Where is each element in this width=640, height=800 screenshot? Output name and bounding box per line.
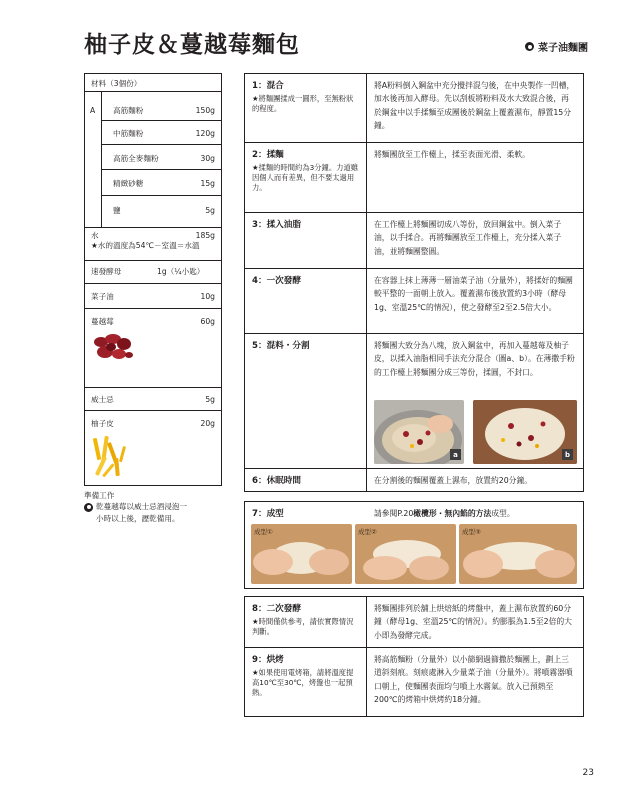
ingredients-heading: 材料（3個份） — [91, 79, 142, 88]
step-title: 3：揉入油脂 — [252, 220, 301, 230]
ingredient-name: 中筋麵粉 — [113, 129, 144, 138]
step-row — [244, 468, 584, 492]
divider — [101, 144, 221, 145]
group-a-label: A — [90, 106, 96, 115]
page-title: 柚子皮＆蔓越莓麵包 — [84, 32, 300, 58]
step-title: 5：混料・分割 — [252, 341, 310, 351]
step-body: 將麵團排列於舖上烘焙紙的烤盤中，蓋上濕布放置約60分鐘（酵母1g、室溫25℃的情況）。約膨脹為1.5至2倍的大小即為發酵完成。 — [374, 604, 572, 640]
ingredient-name: 精緻砂糖 — [113, 179, 144, 188]
water-note: ★水的溫度為54℃－室溫＝水溫 — [91, 241, 200, 250]
step-body: 將A粉料倒入鋼盆中充分攪拌混勻後，在中央製作一凹槽，加水後再加入酵母。先以刮板將粉料及水大致混合後，再於鋼盆中以手揉麵至成團後於鋼盆上覆蓋濕布，靜置15分鐘。 — [374, 81, 575, 131]
step-note: ★揉麵的時間約為3分鐘。力道雖因個人而有差異，但不要太過用力。 — [252, 163, 359, 193]
divider — [101, 195, 221, 196]
step-note: ★如果使用電烤箱，請將溫度提高10℃至30℃，烤盤也一起預熱。 — [252, 668, 354, 698]
prep-title: 準備工作 — [84, 491, 115, 500]
step-row — [244, 212, 584, 269]
shaping-photo-2 — [355, 524, 456, 584]
page-number: 23 — [582, 768, 594, 778]
preparation-note — [84, 490, 187, 524]
ingredient-qty: 15g — [200, 179, 215, 188]
yeast-qty: 1g（¼小匙） — [157, 267, 205, 276]
ingredient-qty: 5g — [205, 206, 215, 215]
step-title: 4：一次發酵 — [252, 276, 301, 286]
step-row — [244, 268, 584, 334]
divider — [85, 260, 221, 261]
step-body — [374, 507, 515, 520]
mixing-photo-b — [473, 400, 577, 464]
category-text: 菜子油麵團 — [538, 43, 588, 54]
step-body-prefix: 請參閱P.20 — [374, 509, 414, 518]
yuzu-peel-image — [91, 432, 131, 482]
step-body-suffix: 成型。 — [491, 509, 515, 518]
step-title: 9：烘烤 — [252, 655, 284, 665]
water-name: 水 — [91, 231, 99, 240]
step-body: 在工作檯上將麵團切成八等份，放回鋼盆中。倒入菜子油，以手揉合。再將麵團放至工作檯上，充分揉入菜子油，並將麵團整圓。 — [374, 220, 562, 256]
whisky-qty: 5g — [205, 395, 215, 404]
category-label — [525, 39, 588, 54]
bullet-icon — [84, 503, 93, 512]
yuzu-qty: 20g — [200, 419, 215, 428]
photo-label: 成型① — [254, 528, 273, 536]
step-row — [244, 333, 584, 469]
ingredient-name: 高筋全麥麵粉 — [113, 154, 159, 163]
cranberry-name: 蔓越莓 — [91, 317, 114, 326]
cranberry-image — [91, 330, 135, 364]
photo-tag-b: b — [562, 449, 573, 460]
whisky-name: 威士忌 — [91, 395, 114, 404]
shaping-photo-1 — [251, 524, 352, 584]
step-title: 6：休眠時間 — [252, 476, 301, 486]
prep-line: 小時以上後，瀝乾備用。 — [96, 513, 180, 523]
mixing-photo-a — [374, 400, 464, 464]
step-row — [244, 73, 584, 143]
step-body: 在分割後的麵團覆蓋上濕布，放置約20分鐘。 — [374, 476, 533, 485]
step-body: 將麵團放至工作檯上，揉至表面光滑、柔軟。 — [374, 150, 530, 159]
step-body-bold: 橄欖形・無內餡的方法 — [413, 509, 492, 518]
divider — [85, 308, 221, 309]
step-note: ★將麵團揉成一圓形，至無粉狀的程度。 — [252, 94, 354, 114]
ingredient-qty: 30g — [200, 154, 215, 163]
ingredient-qty: 150g — [195, 106, 215, 115]
cranberry-qty: 60g — [200, 317, 215, 326]
photo-label: 成型③ — [462, 528, 481, 536]
yuzu-name: 柚子皮 — [91, 419, 114, 428]
prep-line: 乾蔓越莓以威士忌酒浸泡一 — [96, 502, 188, 512]
divider — [85, 91, 221, 92]
group-divider — [101, 91, 102, 227]
bullet-icon — [525, 42, 534, 51]
step-row — [244, 596, 584, 648]
ingredient-qty: 120g — [195, 129, 215, 138]
step-body: 在容器上抹上薄薄一層油菜子油（分量外），將揉好的麵團較平整的一面朝上放入。覆蓋濕布後放置約3小時（酵母1g、室溫25℃的情況），使之發酵至2至2.5倍大小。 — [374, 276, 573, 312]
step-title: 2：揉麵 — [252, 150, 284, 160]
divider — [101, 120, 221, 121]
divider — [101, 169, 221, 170]
step-row — [244, 647, 584, 717]
step-body: 將高筋麵粉（分量外）以小篩網過篩撒於麵團上，劃上三道斜刻痕。刻痕處淋入少量菜子油（分量外）。將噴霧器噴口朝上，使麵團表面均勻噴上水霧氣。放入已預熱至200℃的烤箱中烘烤約18分鐘。 — [374, 655, 573, 705]
photo-tag-a: a — [450, 449, 461, 460]
step-note: ★時間僅供參考，請依實際情況判斷。 — [252, 617, 354, 637]
step-row — [244, 142, 584, 213]
divider — [85, 387, 221, 388]
water-qty: 185g — [195, 231, 215, 240]
divider — [85, 410, 221, 411]
photo-label: 成型② — [358, 528, 377, 536]
ingredients-box — [84, 73, 222, 486]
ingredient-name: 鹽 — [113, 206, 121, 215]
divider — [85, 283, 221, 284]
yeast-name: 速發酵母 — [91, 267, 122, 276]
divider — [85, 227, 221, 228]
oil-qty: 10g — [200, 292, 215, 301]
oil-name: 菜子油 — [91, 292, 114, 301]
ingredient-name: 高筋麵粉 — [113, 106, 144, 115]
step-title: 7：成型 — [252, 509, 284, 519]
step-title: 8：二次發酵 — [252, 604, 301, 614]
step-row — [244, 501, 584, 589]
shaping-photo-3 — [459, 524, 577, 584]
step-body: 將麵團大致分為八塊，放入鋼盆中，再加入蔓越莓及柚子皮，以揉入油脂相同手法充分混合（圖a、b）。在薄撒手粉的工作檯上將麵團分成三等份，揉圓，不封口。 — [374, 341, 575, 377]
step-title: 1：混合 — [252, 81, 284, 91]
